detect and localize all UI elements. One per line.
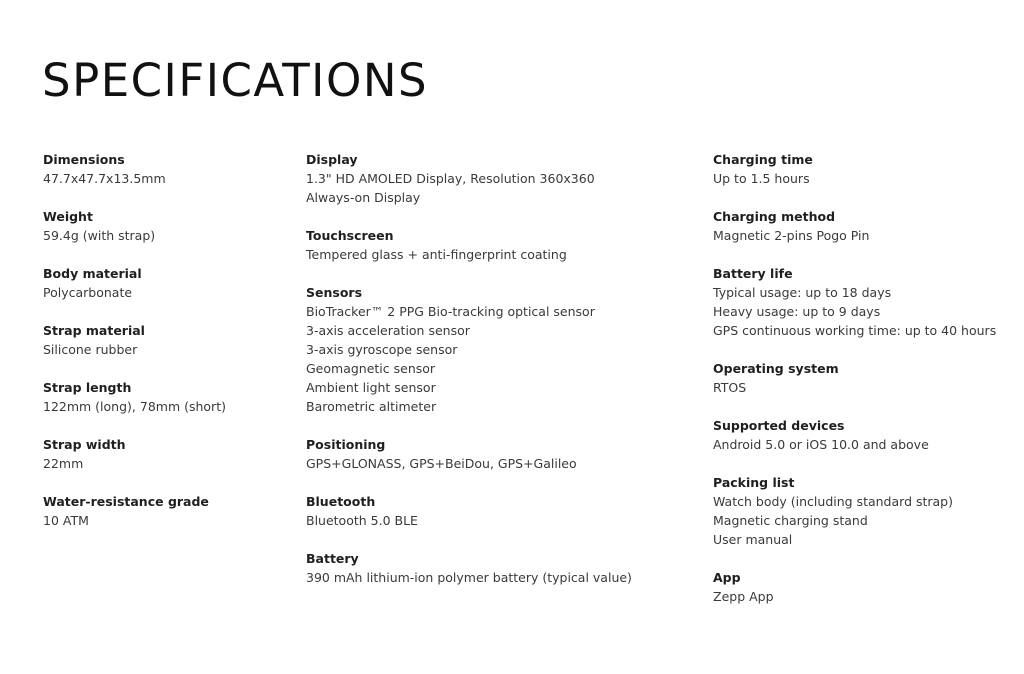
spec-item (713, 207, 1013, 245)
spec-item (306, 283, 696, 416)
spec-item (713, 568, 1013, 606)
spec-item (43, 150, 293, 188)
spec-item (713, 416, 1013, 454)
spec-item (713, 473, 1013, 549)
spec-value: Bluetooth 5.0 BLE (306, 513, 418, 528)
spec-label: Touchscreen (306, 228, 394, 243)
spec-label: Supported devices (713, 418, 845, 433)
spec-item (713, 150, 1013, 188)
spec-label: Dimensions (43, 152, 125, 167)
spec-column-1 (43, 150, 293, 549)
spec-value: Geomagnetic sensor (306, 361, 436, 376)
spec-item (43, 321, 293, 359)
spec-value: Ambient light sensor (306, 380, 436, 395)
spec-item (43, 492, 293, 530)
spec-column-2 (306, 150, 696, 606)
spec-item (43, 435, 293, 473)
spec-value: Watch body (including standard strap) (713, 494, 953, 509)
spec-label: Packing list (713, 475, 795, 490)
spec-label: Charging method (713, 209, 836, 224)
spec-value: Typical usage: up to 18 days (713, 285, 892, 300)
spec-value: 390 mAh lithium-ion polymer battery (typical value) (306, 570, 632, 585)
spec-value: 3-axis gyroscope sensor (306, 342, 458, 357)
spec-value: Android 5.0 or iOS 10.0 and above (713, 437, 929, 452)
page-title: SPECIFICATIONS (42, 54, 429, 107)
spec-value: Magnetic 2-pins Pogo Pin (713, 228, 870, 243)
spec-item (713, 264, 1013, 340)
spec-label: App (713, 570, 741, 585)
spec-value: User manual (713, 532, 793, 547)
spec-column-3 (713, 150, 1013, 625)
spec-label: Body material (43, 266, 142, 281)
spec-value: 59.4g (with strap) (43, 228, 156, 243)
spec-value: RTOS (713, 380, 747, 395)
spec-value: Tempered glass + anti-fingerprint coating (306, 247, 567, 262)
spec-label: Strap length (43, 380, 132, 395)
spec-label: Operating system (713, 361, 839, 376)
spec-value: Up to 1.5 hours (713, 171, 810, 186)
spec-label: Sensors (306, 285, 363, 300)
spec-label: Battery life (713, 266, 793, 281)
spec-value: 122mm (long), 78mm (short) (43, 399, 226, 414)
spec-label: Strap material (43, 323, 145, 338)
spec-value: Polycarbonate (43, 285, 133, 300)
spec-label: Strap width (43, 437, 126, 452)
spec-label: Bluetooth (306, 494, 376, 509)
spec-item (306, 226, 696, 264)
spec-item (43, 207, 293, 245)
spec-value: Barometric altimeter (306, 399, 437, 414)
spec-value: Silicone rubber (43, 342, 138, 357)
spec-value: 3-axis acceleration sensor (306, 323, 470, 338)
spec-value: 47.7x47.7x13.5mm (43, 171, 166, 186)
spec-value: GPS+GLONASS, GPS+BeiDou, GPS+Galileo (306, 456, 577, 471)
spec-value: Magnetic charging stand (713, 513, 868, 528)
spec-value: 1.3" HD AMOLED Display, Resolution 360x360 (306, 171, 595, 186)
spec-value: GPS continuous working time: up to 40 hours (713, 323, 997, 338)
spec-label: Charging time (713, 152, 813, 167)
spec-item (306, 549, 696, 587)
spec-value: BioTracker™ 2 PPG Bio-tracking optical sensor (306, 304, 595, 319)
spec-value: 22mm (43, 456, 84, 471)
spec-label: Positioning (306, 437, 386, 452)
spec-item (43, 378, 293, 416)
spec-item (713, 359, 1013, 397)
spec-value: Always-on Display (306, 190, 421, 205)
spec-label: Display (306, 152, 358, 167)
spec-item (306, 492, 696, 530)
spec-label: Water-resistance grade (43, 494, 209, 509)
spec-item (306, 150, 696, 207)
spec-label: Weight (43, 209, 93, 224)
spec-item (306, 435, 696, 473)
spec-label: Battery (306, 551, 359, 566)
spec-item (43, 264, 293, 302)
spec-value: Heavy usage: up to 9 days (713, 304, 881, 319)
spec-value: Zepp App (713, 589, 774, 604)
spec-value: 10 ATM (43, 513, 89, 528)
